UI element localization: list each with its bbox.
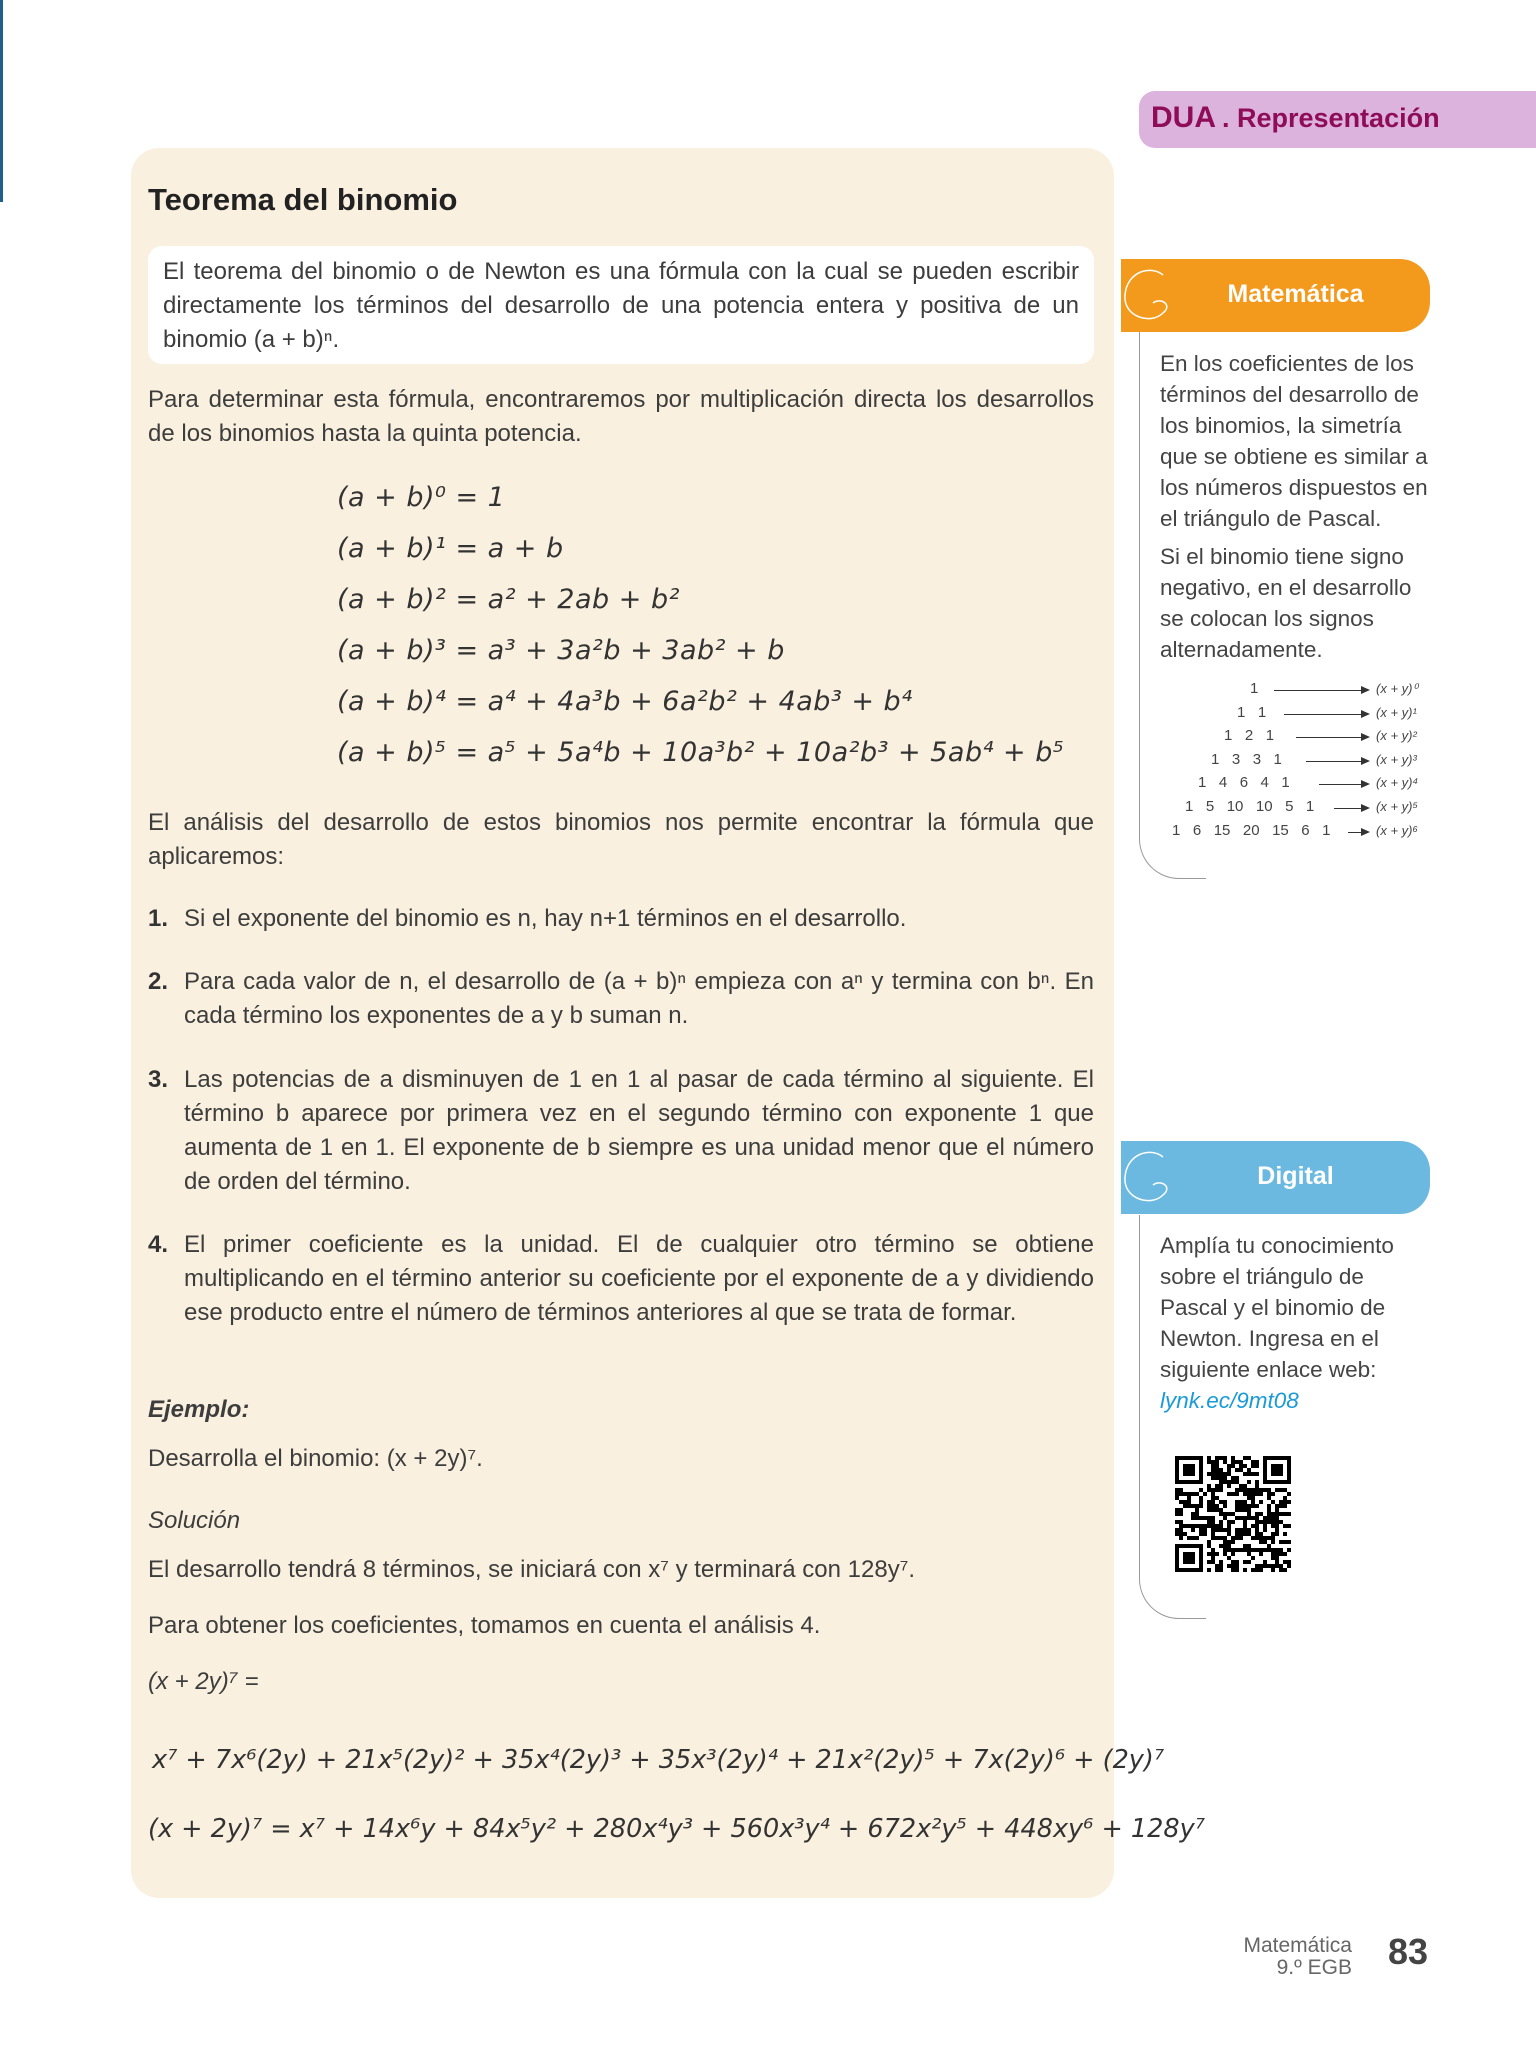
footer-grade: 9.º EGB (1276, 1956, 1352, 1979)
item-text: Las potencias de a disminuyen de 1 en 1 al pasar de cada término al siguiente. El término b aparece por primera vez en el segundo término con exponente 1 que aumenta de 1 en 1. El exponente de b siempre es una unidad menor que el número de orden del término. (184, 1066, 1094, 1195)
pascal-row: 1 2 1 (1224, 727, 1275, 745)
digital-tab-label: Digital (1257, 1162, 1334, 1190)
solution-label: Solución (148, 1507, 241, 1534)
pascal-label: (x + y)⁵ (1376, 799, 1418, 814)
pascal-label: (x + y)² (1376, 728, 1417, 744)
binomial-equation: (a + b)² = a² + 2ab + b² (337, 584, 680, 615)
binomial-equation: (a + b)⁵ = a⁵ + 5a⁴b + 10a³b² + 10a²b³ + 5ab⁴ + b⁵ (337, 737, 1065, 768)
item-text: El primer coeficiente es la unidad. El de cualquier otro término se obtiene multiplicando en el término anterior su coeficiente por el exponente de a y dividiendo ese producto entre el número de términos anteriores al que se trata de formar. (184, 1231, 1094, 1326)
dua-label: DUA (1151, 101, 1216, 134)
math-sidebar-text-2: Si el binomio tiene signo negativo, en el desarrollo se colocan los signos alternadamente. (1160, 544, 1412, 662)
pascal-row: 1 (1250, 680, 1259, 697)
arrow-icon (1296, 737, 1368, 738)
arrow-icon (1348, 832, 1368, 833)
digital-link[interactable]: lynk.ec/9mt08 (1160, 1388, 1299, 1413)
pascal-row: 1 5 10 10 5 1 (1185, 798, 1315, 815)
binomial-equation: (a + b)³ = a³ + 3a²b + 3ab² + b (337, 635, 785, 666)
pascal-label: (x + y)⁶ (1376, 822, 1418, 838)
pascal-row: 1 3 3 1 (1211, 750, 1282, 768)
list-item (148, 902, 1094, 936)
list-item (148, 1063, 1094, 1199)
page-number: 83 (1388, 1931, 1429, 1972)
pascal-label: (x + y)³ (1376, 751, 1417, 767)
pascal-label: (x + y)⁴ (1376, 775, 1419, 791)
binomial-equation: (a + b)⁴ = a⁴ + 4a³b + 6a²b² + 4ab³ + b⁴ (337, 686, 913, 717)
list-item (148, 1228, 1094, 1330)
page-title: Teorema del binomio (148, 182, 458, 217)
intro-text: El teorema del binomio o de Newton es una fórmula con la cual se pueden escribir directamente los términos del desarrollo de una potencia entera y positiva de un binomio (a + b)ⁿ. (163, 258, 1079, 353)
item-text: Para cada valor de n, el desarrollo de (a + b)ⁿ empieza con aⁿ y termina con bⁿ. En cada término los exponentes de a y b suman n. (184, 968, 1094, 1029)
solution-text-2: Para obtener los coeficientes, tomamos en cuenta el análisis 4. (148, 1612, 821, 1639)
digital-tab (1121, 1141, 1430, 1214)
item-number: 1. (148, 905, 169, 932)
dua-banner (1139, 91, 1536, 148)
pascal-label: (x + y)⁰ (1376, 681, 1418, 696)
pascal-row: 1 6 15 20 15 6 1 (1172, 821, 1331, 839)
arrow-icon (1334, 808, 1368, 809)
item-number: 3. (148, 1066, 169, 1093)
qr-code[interactable] (1175, 1456, 1291, 1572)
example-label: Ejemplo: (148, 1396, 250, 1423)
arrow-icon (1284, 714, 1368, 715)
pascal-row: 1 4 6 4 1 (1198, 774, 1290, 792)
list-item (148, 965, 1094, 1033)
page-edge-line (0, 0, 3, 202)
paragraph-intro: Para determinar esta fórmula, encontraremos por multiplicación directa los desarrollos de los binomios hasta la quinta potencia. (148, 386, 1094, 447)
binomial-equation: (a + b)¹ = a + b (337, 533, 564, 564)
pascal-row: 1 1 (1237, 703, 1267, 721)
pascal-triangle (1150, 680, 1430, 860)
math-tab (1121, 259, 1430, 332)
arrow-icon (1306, 761, 1368, 762)
item-text: Si el exponente del binomio es n, hay n+1 términos en el desarrollo. (184, 905, 907, 932)
footer-subject: Matemática (1243, 1934, 1352, 1957)
arrow-icon (1319, 784, 1368, 785)
math-tab-label: Matemática (1227, 280, 1364, 308)
pascal-label: (x + y)¹ (1376, 704, 1417, 720)
item-number: 2. (148, 968, 169, 995)
dua-subtitle: . Representación (1222, 103, 1440, 133)
arrow-icon (1274, 690, 1368, 691)
solution-text-1: El desarrollo tendrá 8 términos, se iniciará con x⁷ y terminará con 128y⁷. (148, 1556, 916, 1583)
binomial-equation: (a + b)⁰ = 1 (337, 482, 506, 513)
paragraph-analysis: El análisis del desarrollo de estos binomios nos permite encontrar la fórmula que aplicaremos: (148, 809, 1094, 870)
intro-box (148, 246, 1094, 364)
digital-sidebar-text: Amplía tu conocimiento sobre el triángulo de Pascal y el binomio de Newton. Ingresa en el siguiente enlace web: (1160, 1233, 1394, 1382)
item-number: 4. (148, 1231, 169, 1258)
result-formula: (x + 2y)⁷ = x⁷ + 14x⁶y + 84x⁵y² + 280x⁴y³ + 560x³y⁴ + 672x²y⁵ + 448xy⁶ + 128y⁷ (148, 1814, 1205, 1844)
solution-text-3: (x + 2y)⁷ = (148, 1668, 259, 1695)
expansion-formula: x⁷ + 7x⁶(2y) + 21x⁵(2y)² + 35x⁴(2y)³ + 35x³(2y)⁴ + 21x²(2y)⁵ + 7x(2y)⁶ + (2y)⁷ (152, 1745, 1165, 1775)
math-sidebar-text-1: En los coeficientes de los términos del desarrollo de los binomios, la simetría que se obtiene es similar a los números dispuestos en el triángulo de Pascal. (1160, 351, 1428, 531)
example-text: Desarrolla el binomio: (x + 2y)⁷. (148, 1445, 483, 1472)
